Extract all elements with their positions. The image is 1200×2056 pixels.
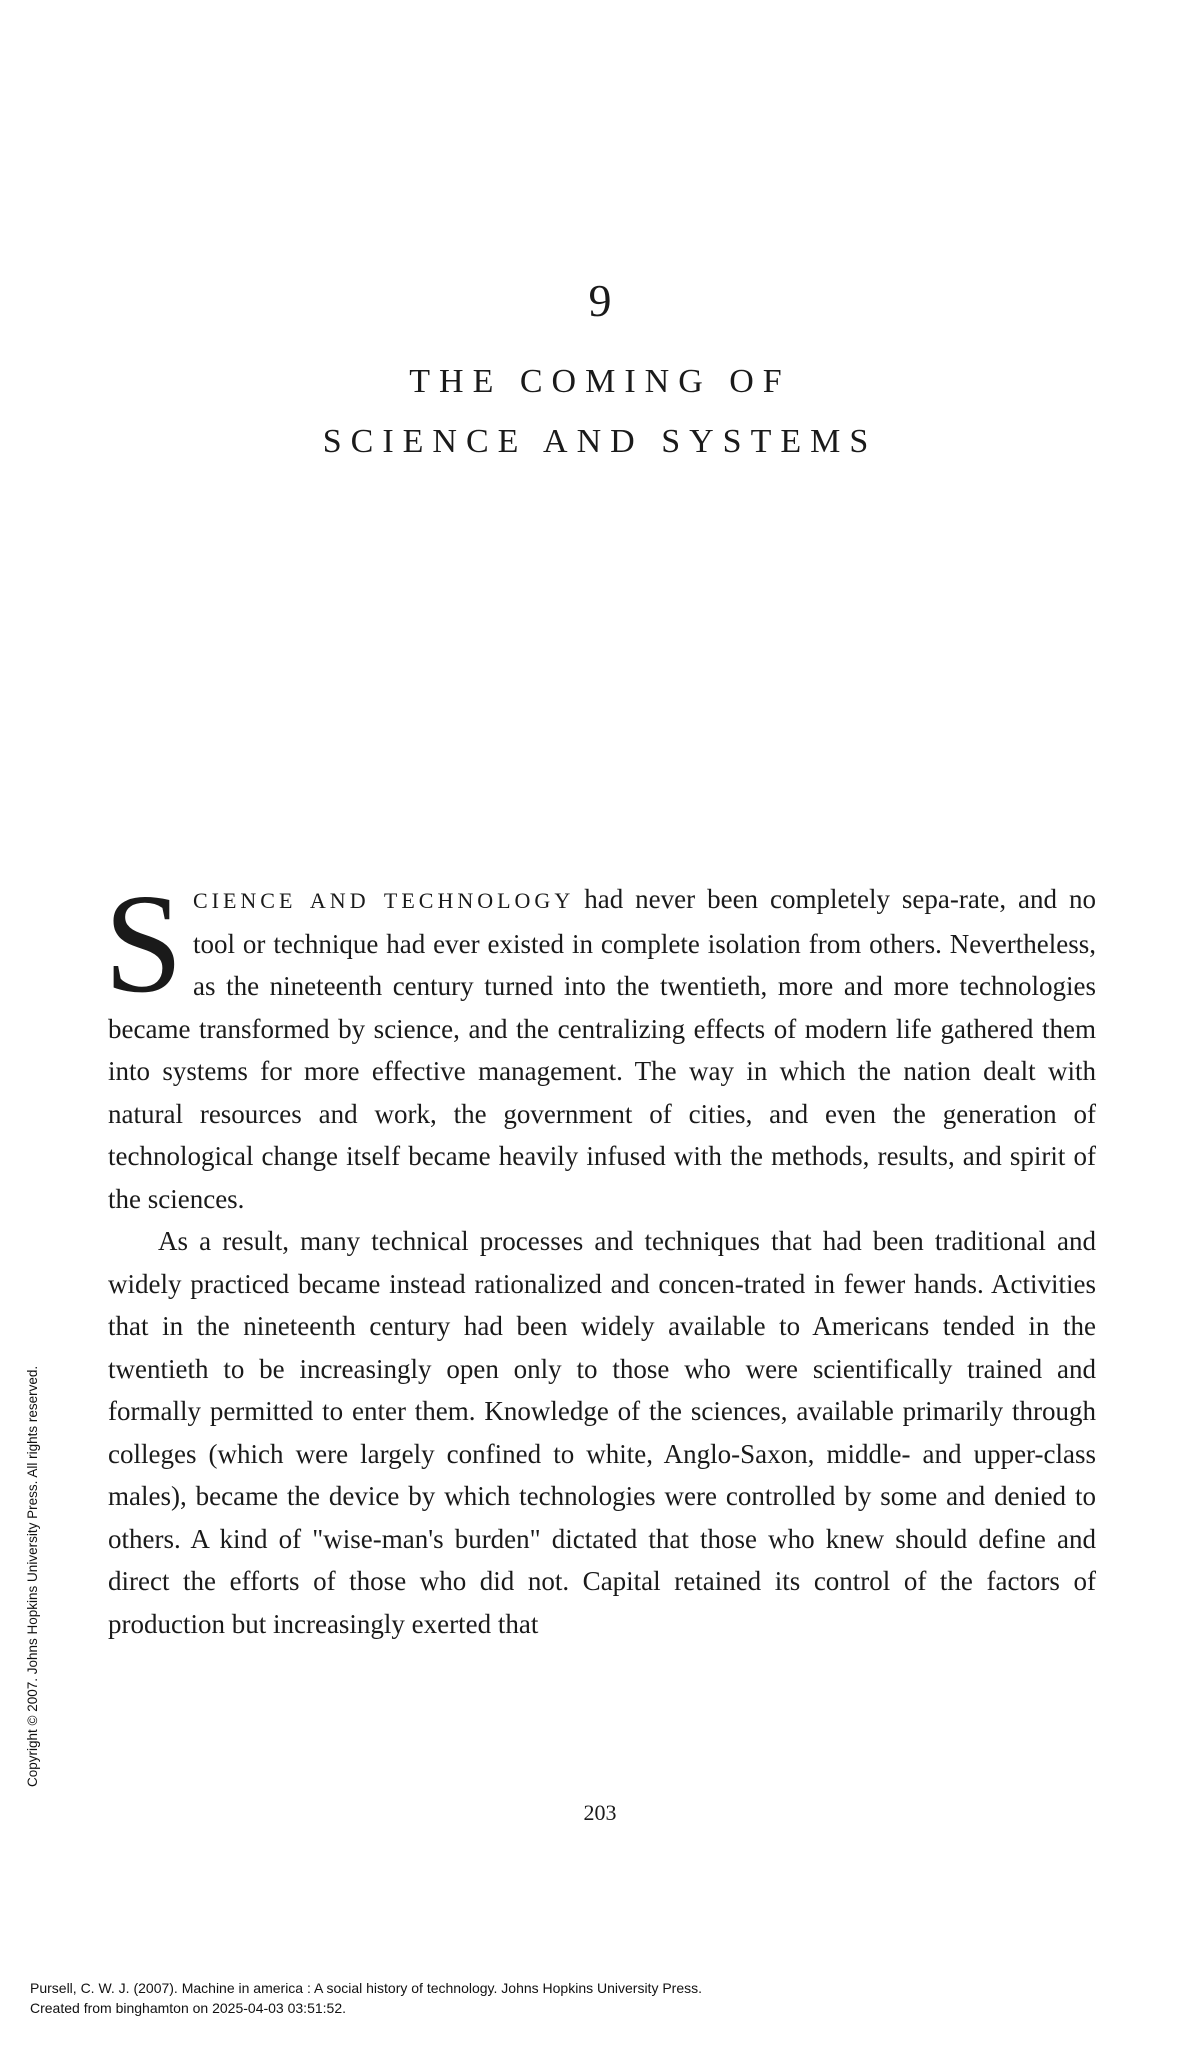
footer-citation-line-2: Created from binghamton on 2025-04-03 03:51:52. [30,2000,346,2016]
paragraph-2: As a result, many technical processes and techniques that had been traditional and widely practiced became instead rationalized and concen-trated in fewer hands. Activities that in the nineteenth century had been widely available to Americans tended in the twentieth to be increasingly open only to those who were scientifically trained and formally permitted to enter them. Knowledge of the sciences, available primarily through colleges (which were largely confined to white, Anglo-Saxon, middle- and upper-class males), became the device by which technologies were controlled by some and denied to others. A kind of "wise-man's burden" dictated that those who knew should define and direct the efforts of those who did not. Capital retained its control of the factors of production but increasingly exerted that [108,1226,1096,1639]
side-copyright-notice: Copyright © 2007. Johns Hopkins University Press. All rights reserved. [25,1365,40,1787]
paragraph-1-text: had never been completely sepa-rate, and no tool or technique had ever existed in complete isolation from others. Nevertheless, as the nineteenth century turned into the twentieth, more and more technologies became transformed by science, and the centralizing effects of modern life gathered them into systems for more effective management. The way in which the nation dealt with natural resources and work, the government of cities, and even the generation of technological change itself became heavily infused with the methods, results, and spirit of the sciences. [108,884,1097,1214]
lead-small-caps: CIENCE AND TECHNOLOGY [192,888,575,913]
body-text [104,864,1097,1645]
paragraph-1 [104,864,1097,1220]
footer-citation [30,1978,702,2018]
page-number: 203 [583,1800,617,1825]
chapter-number: 9 [588,275,612,326]
chapter-title-line-1: THE COMING OF [409,363,791,400]
drop-cap: S [104,864,183,1022]
chapter-title-line-2: SCIENCE AND SYSTEMS [322,423,878,460]
footer-citation-line-1: Pursell, C. W. J. (2007). Machine in america : A social history of technology. Johns Hopkins University Press. [30,1980,703,1996]
